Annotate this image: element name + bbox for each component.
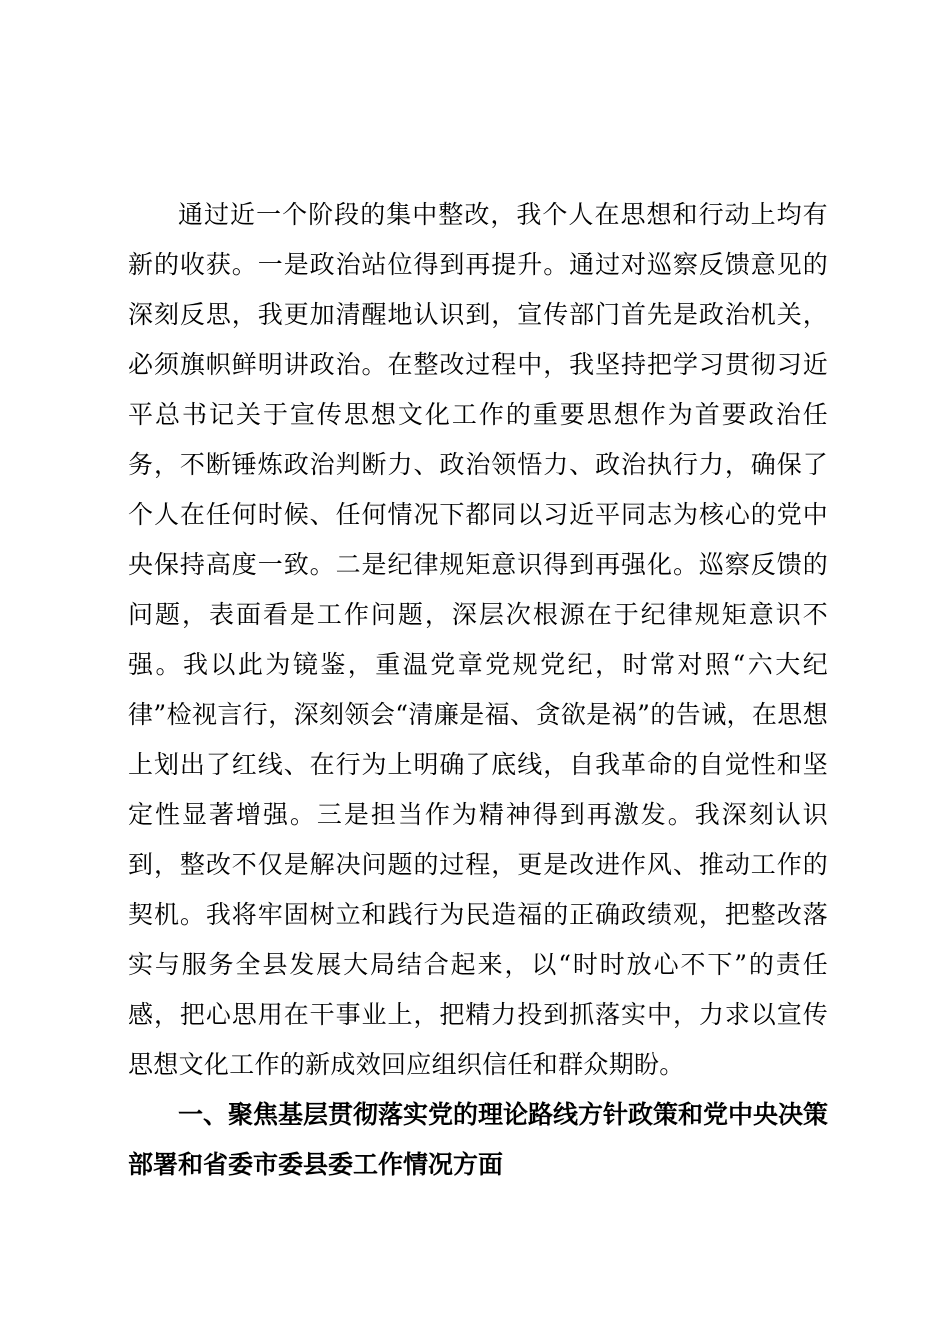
document-body [128, 190, 828, 1190]
section-heading: 一、聚焦基层贯彻落实党的理论路线方针政策和党中央决策部署和省委市委县委工作情况方面 [128, 1100, 829, 1179]
body-paragraph: 通过近一个阶段的集中整改，我个人在思想和行动上均有新的收获。一是政治站位得到再提升。通过对巡察反馈意见的深刻反思，我更加清醒地认识到，宣传部门首先是政治机关，必须旗帜鲜明讲政治。在整改过程中，我坚持把学习贯彻习近平总书记关于宣传思想文化工作的重要思想作为首要政治任务，不断锤炼政治判断力、政治领悟力、政治执行力，确保了个人在任何时候、任何情况下都同以习近平同志为核心的党中央保持高度一致。二是纪律规矩意识得到再强化。巡察反馈的问题，表面看是工作问题，深层次根源在于纪律规矩意识不强。我以此为镜鉴，重温党章党规党纪，时常对照“六大纪律”检视言行，深刻领会“清廉是福、贪欲是祸”的告诫，在思想上划出了红线、在行为上明确了底线，自我革命的自觉性和坚定性显著增强。三是担当作为精神得到再激发。我深刻认识到，整改不仅是解决问题的过程，更是改进作风、推动工作的契机。我将牢固树立和践行为民造福的正确政绩观，把整改落实与服务全县发展大局结合起来，以“时时放心不下”的责任感，把心思用在干事业上，把精力投到抓落实中，力求以宣传思想文化工作的新成效回应组织信任和群众期盼。 [128, 200, 828, 1079]
